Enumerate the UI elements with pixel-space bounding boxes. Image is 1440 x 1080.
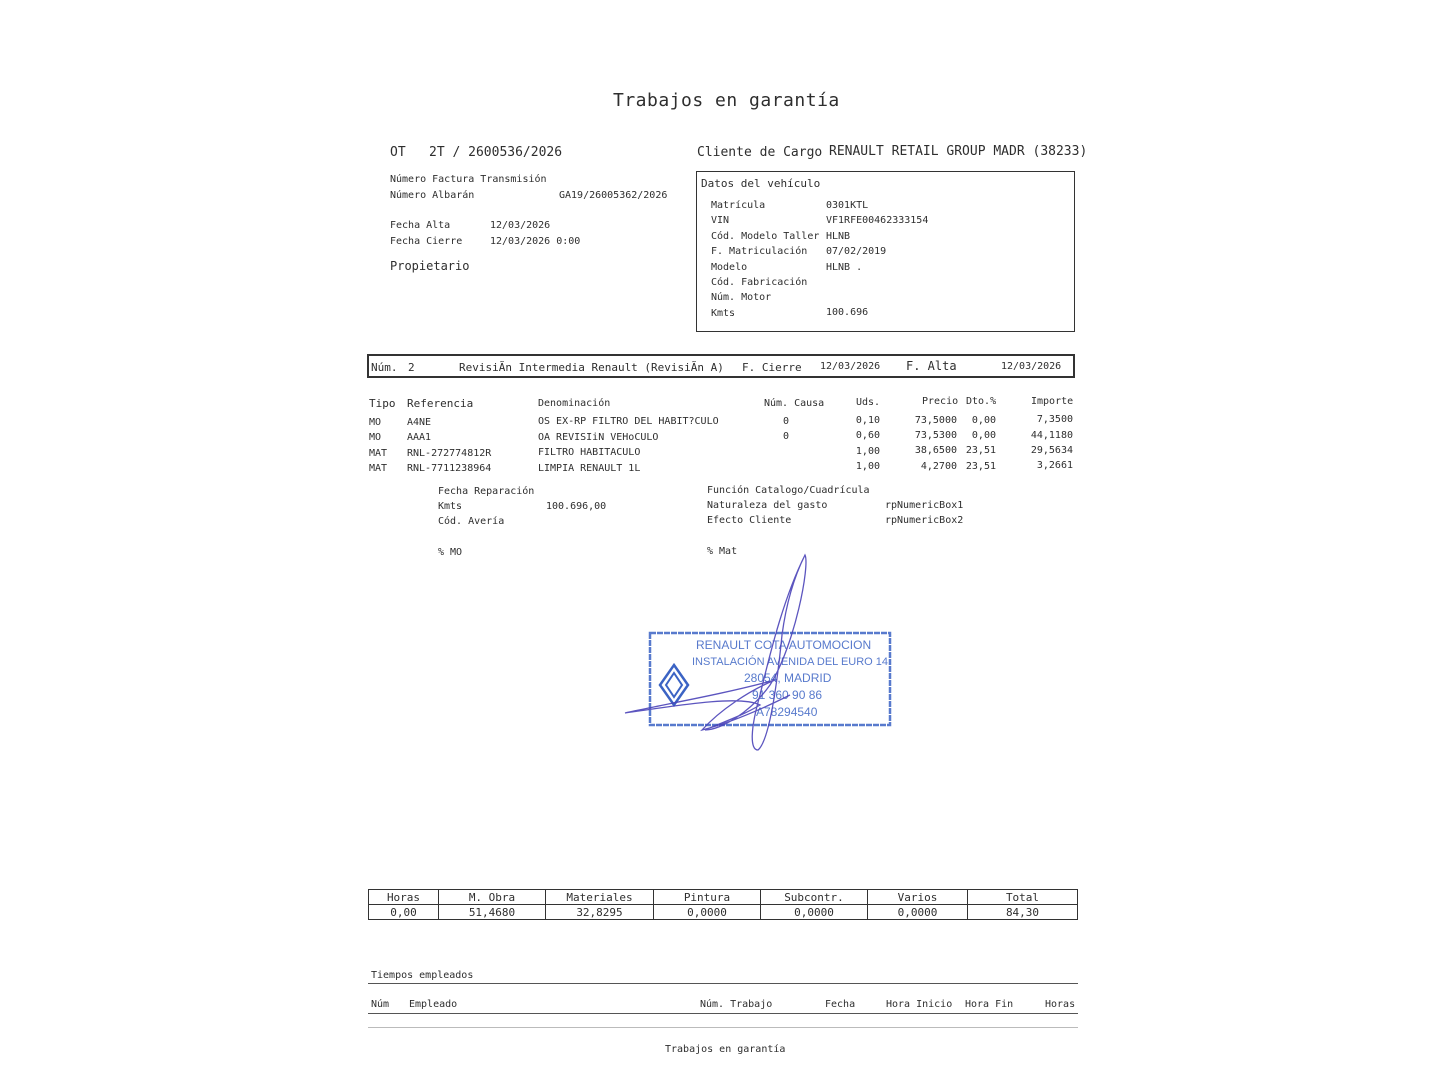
tiempos-divider-bottom xyxy=(368,1027,1078,1028)
stamp-line-3: 28054, MADRID xyxy=(744,671,832,685)
factura-label: Número Factura Transmisión xyxy=(390,174,547,185)
stamp-signature-area xyxy=(600,545,920,760)
cliente-label: Cliente de Cargo xyxy=(697,145,823,160)
col-uds: Uds. xyxy=(856,397,881,408)
tiempos-title: Tiempos empleados xyxy=(371,970,474,981)
col-referencia: Referencia xyxy=(407,397,474,410)
totales-total: 84,30 xyxy=(968,905,1078,920)
propietario-label: Propietario xyxy=(390,259,470,273)
row-importe: 7,3500 xyxy=(1036,414,1073,425)
totales-header-row xyxy=(369,890,1078,905)
totales-varios: 0,0000 xyxy=(868,905,968,920)
totales-col-materiales: Materiales xyxy=(546,890,654,905)
vehiculo-values xyxy=(826,198,928,320)
col-tipo: Tipo xyxy=(369,397,396,410)
tiempos-col-horas: Horas xyxy=(1045,999,1076,1010)
row-dto: 0,00 xyxy=(971,415,996,426)
row-referencia: A4NE xyxy=(407,417,432,428)
matricula-value: 0301KTL xyxy=(826,200,869,211)
row-uds: 0,10 xyxy=(855,415,880,426)
row-dto: 0,00 xyxy=(971,430,996,441)
trabajo-alta-label: F. Alta xyxy=(906,359,957,373)
row-dto: 23,51 xyxy=(965,461,996,472)
totales-pintura: 0,0000 xyxy=(654,905,761,920)
row-precio: 4,2700 xyxy=(920,461,957,472)
vin-value: VF1RFE00462333154 xyxy=(826,215,929,227)
tiempos-col-num-trabajo: Núm. Trabajo xyxy=(700,999,773,1010)
f-matriculacion-label: F. Matriculación xyxy=(711,246,808,258)
totales-horas: 0,00 xyxy=(369,905,439,920)
vehiculo-labels xyxy=(711,198,819,321)
totales-mobra: 51,4680 xyxy=(439,905,546,920)
totales-col-pintura: Pintura xyxy=(654,890,761,905)
trabajo-num-value: 2 xyxy=(408,361,415,374)
num-motor-label: Núm. Motor xyxy=(711,292,772,304)
fecha-cierre-value: 12/03/2026 0:00 xyxy=(490,236,581,247)
trabajo-descripcion: RevisiÃn Intermedia Renault (RevisiÃn A) xyxy=(459,361,724,374)
row-uds: 1,00 xyxy=(855,446,880,457)
cod-averia-label: Cód. Avería xyxy=(438,516,505,527)
tiempos-col-fecha: Fecha xyxy=(825,999,856,1010)
row-referencia: AAA1 xyxy=(407,432,432,443)
stamp-line-5: A78294540 xyxy=(756,705,818,719)
totales-col-horas: Horas xyxy=(369,890,439,905)
modelo-label: Modelo xyxy=(711,261,748,273)
row-importe: 3,2661 xyxy=(1036,460,1073,471)
renault-logo-icon xyxy=(660,665,688,705)
row-referencia: RNL-272774812R xyxy=(407,448,492,459)
col-dto: Dto.% xyxy=(966,396,997,407)
totales-col-total: Total xyxy=(968,890,1078,905)
signature-stroke xyxy=(625,555,806,750)
trabajo-num-label: Núm. xyxy=(371,361,398,374)
vehiculo-header: Datos del vehículo xyxy=(701,177,821,190)
ot-label: OT xyxy=(390,145,406,160)
col-causa: Núm. Causa xyxy=(764,398,825,409)
tiempos-col-num: Núm xyxy=(371,999,390,1010)
modelo-value: HLNB . xyxy=(826,261,863,273)
fecha-alta-value: 12/03/2026 xyxy=(490,220,551,231)
vehiculo-box xyxy=(696,171,1075,332)
tiempos-divider-top xyxy=(368,983,1078,984)
document-footer: Trabajos en garantía xyxy=(665,1044,786,1055)
fecha-reparacion-label: Fecha Reparación xyxy=(438,486,535,497)
ot-value: 2T / 2600536/2026 xyxy=(429,145,563,160)
vin-label: VIN xyxy=(711,215,730,227)
trabajo-alta-value: 12/03/2026 xyxy=(1001,361,1062,372)
col-denominacion: Denominación xyxy=(538,398,611,409)
tiempos-divider-mid xyxy=(368,1013,1078,1014)
stamp-line-2: INSTALACIÓN AVENIDA DEL EURO 14 xyxy=(692,656,889,668)
row-importe: 44,1180 xyxy=(1030,430,1073,441)
cliente-value: RENAULT RETAIL GROUP MADR (38233) xyxy=(829,144,1088,159)
trabajo-cierre-label: F. Cierre xyxy=(742,361,802,374)
stamp-line-1: RENAULT COTA AUTOMOCION xyxy=(696,638,872,652)
tiempos-col-hora-fin: Hora Fin xyxy=(965,999,1014,1010)
row-referencia: RNL-7711238964 xyxy=(407,463,492,474)
naturaleza-value: rpNumericBox1 xyxy=(885,500,964,511)
totales-materiales: 32,8295 xyxy=(546,905,654,920)
kmts-value: 100.696 xyxy=(826,307,869,319)
row-precio: 73,5300 xyxy=(914,430,957,441)
row-denominacion: FILTRO HABITACULO xyxy=(538,447,641,458)
funcion-label: Función Catalogo/Cuadrícula xyxy=(707,485,870,496)
naturaleza-label: Naturaleza del gasto xyxy=(707,500,828,511)
row-dto: 23,51 xyxy=(965,445,996,456)
num-motor-value xyxy=(826,290,928,305)
totales-col-subcontr: Subcontr. xyxy=(761,890,868,905)
row-causa: 0 xyxy=(783,431,790,442)
trabajo-cierre-value: 12/03/2026 xyxy=(820,361,881,372)
row-tipo: MO xyxy=(369,417,382,428)
pct-mat-label: % Mat xyxy=(707,546,738,557)
row-causa: 0 xyxy=(783,416,790,427)
cod-modelo-value: HLNB xyxy=(826,230,851,242)
tiempos-col-hora-inicio: Hora Inicio xyxy=(886,999,953,1010)
kmts-label: Kmts xyxy=(711,307,736,319)
totales-values-row xyxy=(369,905,1078,920)
trabajo-banner xyxy=(367,354,1075,378)
albaran-label: Número Albarán xyxy=(390,190,475,201)
row-tipo: MAT xyxy=(369,448,388,459)
albaran-value: GA19/26005362/2026 xyxy=(559,190,668,201)
row-uds: 1,00 xyxy=(855,461,880,472)
fecha-cierre-label: Fecha Cierre xyxy=(390,236,463,247)
fecha-alta-label: Fecha Alta xyxy=(390,220,451,231)
document-title: Trabajos en garantía xyxy=(613,90,840,111)
totales-col-mobra: M. Obra xyxy=(439,890,546,905)
cod-modelo-label: Cód. Modelo Taller xyxy=(711,230,820,242)
row-denominacion: LIMPIA RENAULT 1L xyxy=(538,463,641,474)
row-precio: 38,6500 xyxy=(914,445,957,456)
cod-fabricacion-label: Cód. Fabricación xyxy=(711,277,808,289)
totales-col-varios: Varios xyxy=(868,890,968,905)
efecto-label: Efecto Cliente xyxy=(707,515,792,526)
cod-fabricacion-value xyxy=(826,275,928,290)
detalle-kmts-label: Kmts xyxy=(438,501,463,512)
f-matriculacion-value: 07/02/2019 xyxy=(826,246,887,258)
col-precio: Precio xyxy=(922,396,959,407)
pct-mo-label: % MO xyxy=(438,547,463,558)
company-stamp xyxy=(600,545,920,760)
row-tipo: MAT xyxy=(369,463,388,474)
row-denominacion: OS EX-RP FILTRO DEL HABIT?CULO xyxy=(538,416,719,427)
efecto-value: rpNumericBox2 xyxy=(885,515,964,526)
row-uds: 0,60 xyxy=(855,430,880,441)
totales-subcontr: 0,0000 xyxy=(761,905,868,920)
totales-table xyxy=(368,889,1078,920)
detalle-kmts-value: 100.696,00 xyxy=(546,501,607,512)
row-denominacion: OA REVISIiN VEHoCULO xyxy=(538,432,659,443)
row-importe: 29,5634 xyxy=(1030,445,1073,456)
tiempos-col-empleado: Empleado xyxy=(409,999,458,1010)
row-precio: 73,5000 xyxy=(914,415,957,426)
row-tipo: MO xyxy=(369,432,382,443)
stamp-line-4: 91 360 90 86 xyxy=(752,688,823,702)
matricula-label: Matrícula xyxy=(711,200,766,211)
col-importe: Importe xyxy=(1031,396,1074,407)
